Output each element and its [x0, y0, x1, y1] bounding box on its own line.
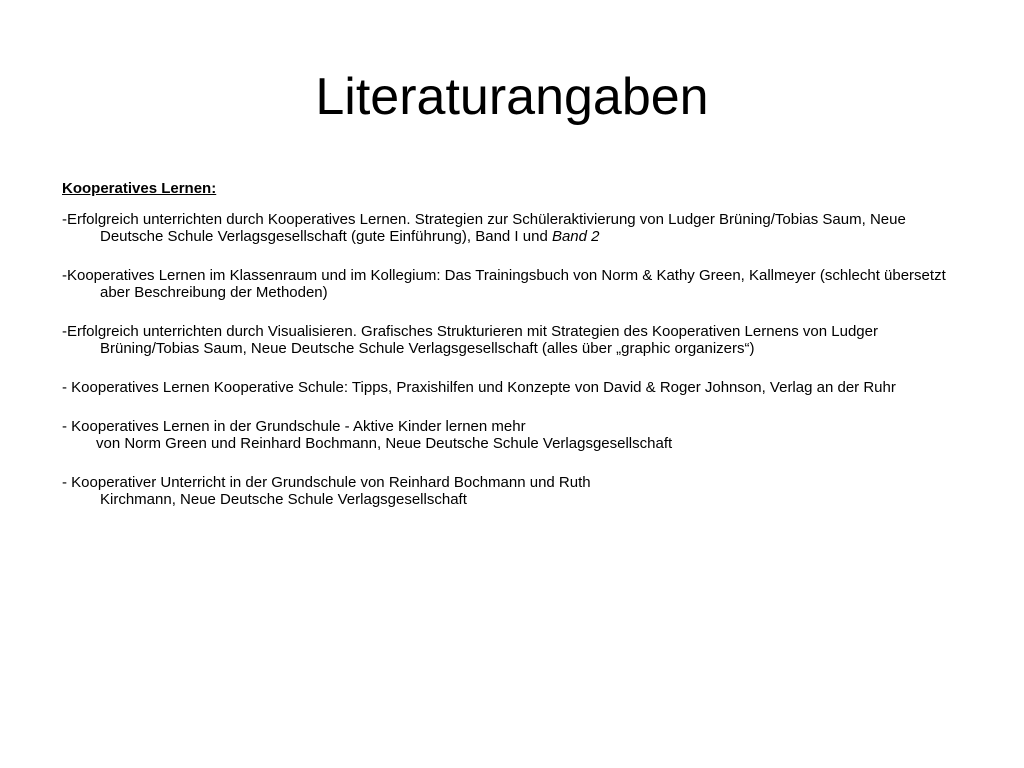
reference-entry [62, 267, 962, 301]
reference-line: - Kooperativer Unterricht in der Grundschule von Reinhard Bochmann und Ruth [62, 474, 591, 491]
reference-line: Kirchmann, Neue Deutsche Schule Verlagsgesellschaft [100, 491, 467, 508]
reference-text: -Erfolgreich unterrichten durch Visualisieren. Grafisches Strukturieren mit Strategien des Kooperativen Lernens von Ludger Brüning/Tobias Saum, Neue Deutsche Schule Verlagsgesellschaft (alles über „graphic organizers“) [62, 323, 878, 357]
reference-entry [62, 474, 962, 508]
reference-entry [62, 211, 962, 245]
section-heading: Kooperatives Lernen: [62, 180, 217, 197]
reference-entry [62, 379, 962, 396]
slide-title: Literaturangaben [315, 68, 709, 126]
reference-text: -Kooperatives Lernen im Klassenraum und im Kollegium: Das Trainingsbuch von Norm & Kathy Green, Kallmeyer (schlecht übersetzt aber Beschreibung der Methoden) [62, 267, 946, 301]
reference-line: - Kooperatives Lernen in der Grundschule - Aktive Kinder lernen mehr [62, 418, 526, 435]
reference-text: - Kooperatives Lernen Kooperative Schule: Tipps, Praxishilfen und Konzepte von David & Roger Johnson, Verlag an der Ruhr [62, 379, 896, 396]
reference-entry [62, 418, 962, 452]
reference-text: -Erfolgreich unterrichten durch Kooperatives Lernen. Strategien zur Schüleraktivierung von Ludger Brüning/Tobias Saum, Neue Deutsche Schule Verlagsgesellschaft (gute Einführung), Band I und [62, 211, 906, 245]
reference-entry [62, 323, 962, 357]
reference-italic-text: Band 2 [551, 228, 600, 245]
reference-line: von Norm Green und Reinhard Bochmann, Neue Deutsche Schule Verlagsgesellschaft [96, 435, 673, 452]
slide-content [62, 180, 962, 530]
